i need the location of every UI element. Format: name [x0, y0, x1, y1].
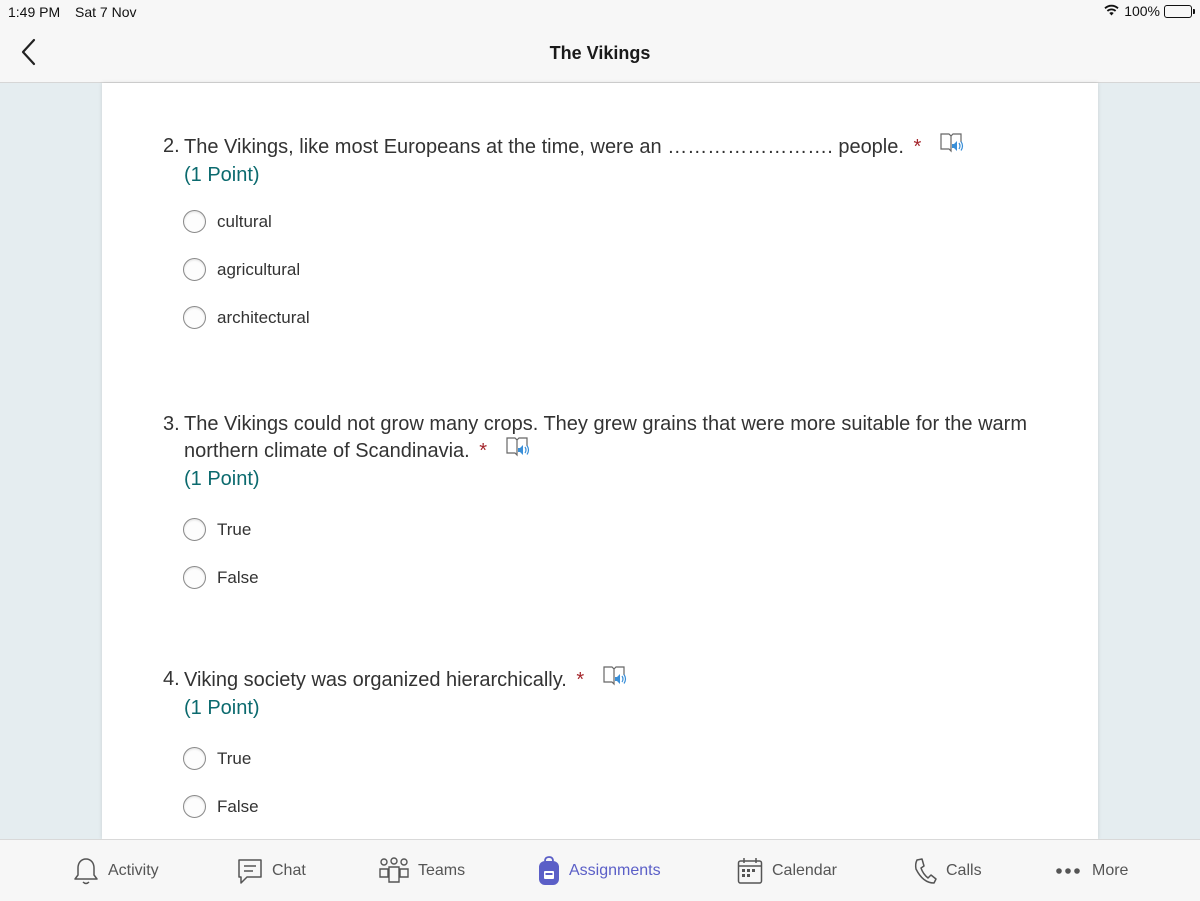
tab-label: Activity: [108, 862, 159, 879]
teams-icon: [379, 857, 409, 885]
tab-assignments[interactable]: [538, 840, 661, 901]
bell-icon: [73, 856, 99, 886]
question-number: 3.: [163, 413, 180, 435]
option-true[interactable]: [163, 518, 1043, 566]
question-text: [163, 666, 1043, 695]
tab-label: Calendar: [772, 862, 837, 879]
tab-label: More: [1092, 862, 1129, 879]
option-list: [163, 747, 1043, 839]
page-title: The Vikings: [549, 43, 651, 63]
calendar-icon: [737, 857, 763, 885]
option-architectural[interactable]: [163, 306, 1043, 354]
radio-button[interactable]: [183, 306, 206, 329]
option-false[interactable]: [163, 795, 1043, 839]
backpack-icon: [538, 856, 560, 886]
question-points: (1 Point): [184, 468, 260, 490]
option-agricultural[interactable]: [163, 258, 1043, 306]
more-dots-icon: [1055, 867, 1083, 875]
option-label: cultural: [217, 212, 272, 231]
option-true[interactable]: [163, 747, 1043, 795]
option-cultural[interactable]: [163, 210, 1043, 258]
radio-button[interactable]: [183, 566, 206, 589]
option-list: [163, 518, 1043, 614]
tab-calls[interactable]: [913, 840, 982, 901]
option-label: False: [217, 797, 259, 816]
tab-calendar[interactable]: [737, 840, 837, 901]
tab-activity[interactable]: [73, 840, 159, 901]
immersive-reader-icon[interactable]: [939, 131, 964, 160]
tab-teams[interactable]: [379, 840, 465, 901]
option-false[interactable]: [163, 566, 1043, 614]
tab-chat[interactable]: [237, 840, 306, 901]
radio-button[interactable]: [183, 518, 206, 541]
question-label: Viking society was organized hierarchically.: [184, 668, 567, 691]
question-2: [163, 133, 1043, 354]
question-number: 2.: [163, 135, 180, 157]
option-label: architectural: [217, 308, 310, 327]
question-text: [163, 411, 1043, 466]
required-asterisk: *: [913, 135, 922, 158]
radio-button[interactable]: [183, 795, 206, 818]
tab-label: Teams: [418, 862, 466, 879]
option-list: [163, 210, 1043, 354]
status-indicators: [1103, 3, 1192, 19]
wifi-icon: [1103, 3, 1120, 19]
option-label: agricultural: [217, 260, 301, 279]
immersive-reader-icon[interactable]: [602, 664, 627, 693]
question-label: The Vikings could not grow many crops. They grew grains that were more suitable for the warm northern climate of Scandinavia.: [184, 413, 1027, 462]
tab-bar: [0, 839, 1200, 901]
option-label: True: [217, 749, 252, 768]
required-asterisk: *: [576, 668, 585, 691]
question-points: (1 Point): [184, 697, 260, 719]
immersive-reader-icon[interactable]: [505, 435, 530, 464]
tab-label: Calls: [946, 862, 982, 879]
question-3: [163, 411, 1043, 614]
question-points: (1 Point): [184, 164, 260, 186]
phone-icon: [913, 857, 937, 885]
battery-percent: 100%: [1124, 3, 1160, 19]
radio-button[interactable]: [183, 210, 206, 233]
required-asterisk: *: [479, 439, 488, 462]
radio-button[interactable]: [183, 258, 206, 281]
tab-label: Assignments: [569, 862, 661, 879]
tab-more[interactable]: [1055, 840, 1128, 901]
question-label: The Vikings, like most Europeans at the time, were an ……………………. people.: [184, 135, 904, 158]
tab-label: Chat: [272, 862, 306, 879]
nav-bar: [0, 24, 1200, 83]
option-label: False: [217, 568, 259, 587]
question-text: [163, 133, 1043, 162]
form-card: [102, 83, 1098, 839]
question-4: [163, 666, 1043, 839]
chat-icon: [237, 857, 263, 885]
question-number: 4.: [163, 668, 180, 690]
option-label: True: [217, 520, 252, 539]
status-bar: [0, 0, 1200, 24]
radio-button[interactable]: [183, 747, 206, 770]
status-time: 1:49 PM: [8, 4, 61, 20]
status-date: Sat 7 Nov: [75, 4, 137, 20]
battery-icon: [1164, 5, 1192, 18]
